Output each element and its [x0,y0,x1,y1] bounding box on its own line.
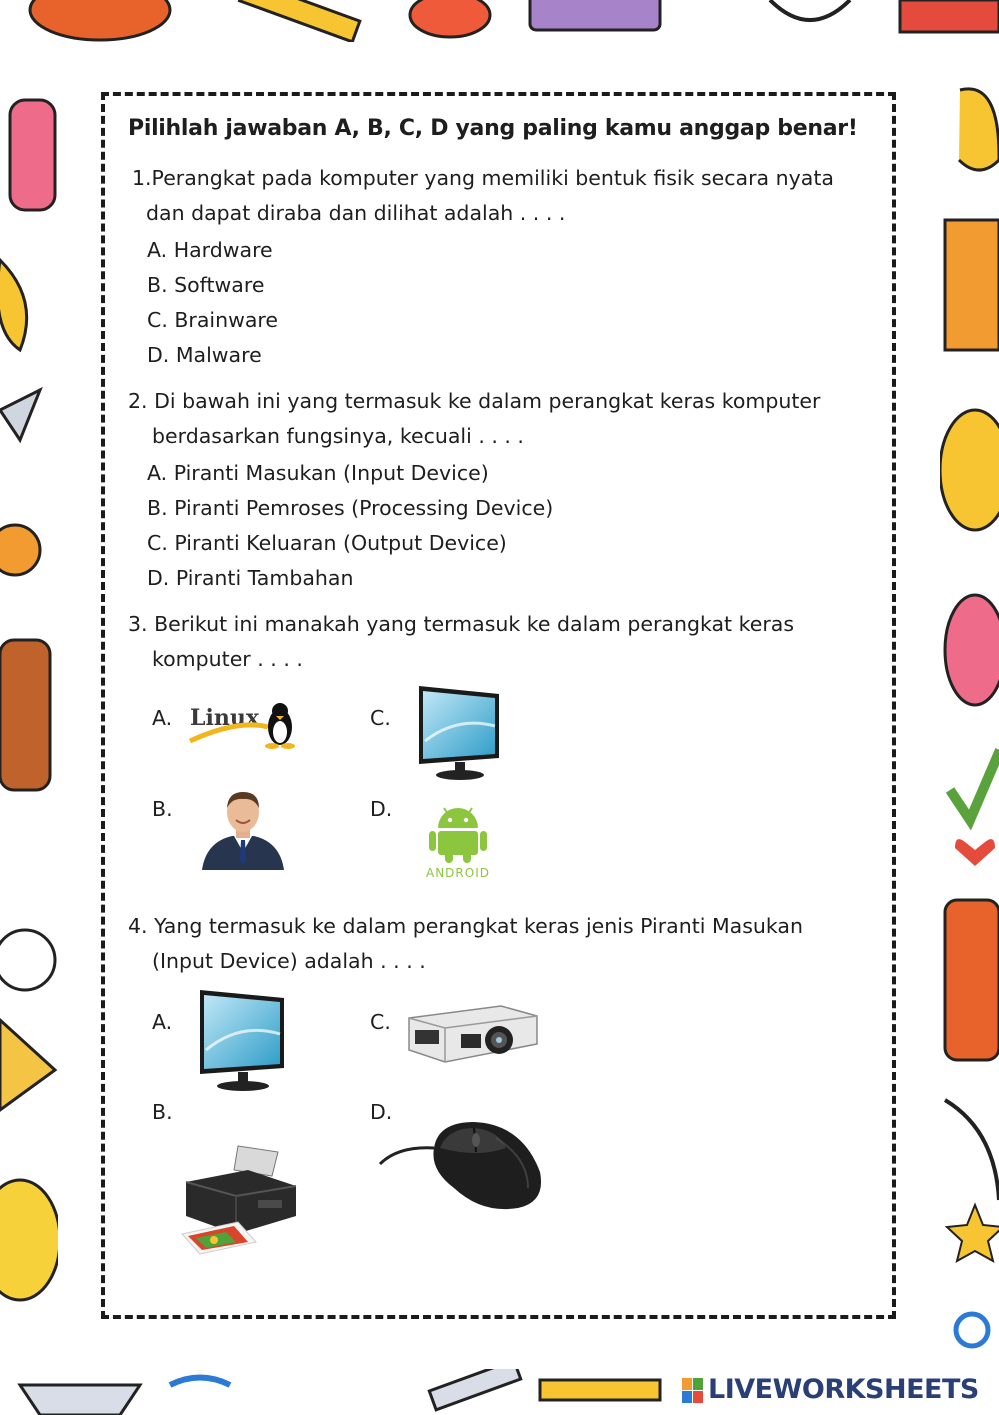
question-3-option-b-businessman-photo[interactable] [202,790,284,874]
question-3-letter-b: B. [152,797,173,821]
instruction-heading: Pilihlah jawaban A, B, C, D yang paling kamu anggap benar! [128,116,858,141]
backpack-doodle [0,640,50,790]
rocket-doodle [0,525,40,575]
question-1-option-c[interactable]: C. Brainware [147,308,279,332]
question-3-option-c-monitor[interactable] [417,686,501,786]
question-2-option-a[interactable]: A. Piranti Masukan (Input Device) [147,461,489,485]
question-2-line-2: berdasarkan fungsinya, kecuali . . . . [152,424,524,448]
question-3-letter-c: C. [370,706,391,730]
leaf-doodle [0,260,27,350]
check-doodle [950,750,999,820]
linux-logo-text: Linux [190,705,259,731]
book-doodle [900,0,999,32]
question-4-option-b-printer[interactable] [178,1142,300,1262]
bag-right-doodle [945,900,999,1060]
letter-b-doodle [10,100,55,210]
question-4-letter-a: A. [152,1010,173,1034]
question-1-option-d[interactable]: D. Malware [147,343,262,367]
soccer-ball-doodle [0,930,55,990]
question-4-line-2: (Input Device) adalah . . . . [152,949,426,973]
question-3-line-2: komputer . . . . [152,647,303,671]
question-2-option-b[interactable]: B. Piranti Pemroses (Processing Device) [147,496,554,520]
paper-boat-doodle [20,1385,140,1415]
question-4-option-d-mouse[interactable] [378,1118,548,1218]
letter-c-doodle [959,89,999,170]
pizza-doodle [0,1020,55,1110]
football-doodle [30,0,170,40]
pencil-bottom-doodle [540,1380,660,1400]
ring-doodle [956,1314,988,1346]
question-2-option-d[interactable]: D. Piranti Tambahan [147,566,354,590]
question-1-line-1: 1.Perangkat pada komputer yang memiliki bentuk fisik secara nyata [132,166,834,190]
paperclip-doodle [770,0,850,20]
question-3-line-1: 3. Berikut ini manakah yang termasuk ke dalam perangkat keras [128,612,795,636]
question-4-letter-c: C. [370,1010,391,1034]
pencil-doodle [240,0,360,42]
question-1-option-a[interactable]: A. Hardware [147,238,273,262]
trophy-doodle [940,410,999,530]
paper-plane-doodle [0,390,40,440]
question-2-line-1: 2. Di bawah ini yang termasuk ke dalam perangkat keras komputer [128,389,821,413]
book-right-doodle [945,220,999,350]
heart-doodle [955,839,995,866]
carrot-doodle [410,0,490,37]
lemon-doodle [0,1180,60,1300]
question-4-option-c-projector[interactable] [405,1000,539,1074]
tablet-doodle [530,0,660,30]
question-4-line-1: 4. Yang termasuk ke dalam perangkat keras jenis Piranti Masukan [128,914,803,938]
question-4-option-a-monitor[interactable] [198,990,286,1098]
question-3-letter-d: D. [370,797,393,821]
paperclip-right-doodle [945,1100,999,1200]
question-3-option-d-android-logo[interactable] [416,804,500,884]
question-3-option-a-linux-logo[interactable] [188,697,300,757]
question-3-letter-a: A. [152,706,173,730]
number-3-doodle [945,595,999,705]
wave-doodle [170,1378,230,1386]
question-4-letter-d: D. [370,1100,393,1124]
liveworksheets-brand[interactable]: LIVEWORKSHEETS [708,1374,979,1405]
question-1-option-b[interactable]: B. Software [147,273,265,297]
android-logo-text: ANDROID [426,866,490,880]
question-4-letter-b: B. [152,1100,173,1124]
question-1-line-2: dan dapat diraba dan dilihat adalah . . . . [146,201,566,225]
star-doodle [947,1205,999,1261]
question-2-option-c[interactable]: C. Piranti Keluaran (Output Device) [147,531,507,555]
liveworksheets-logo-icon [682,1378,704,1408]
